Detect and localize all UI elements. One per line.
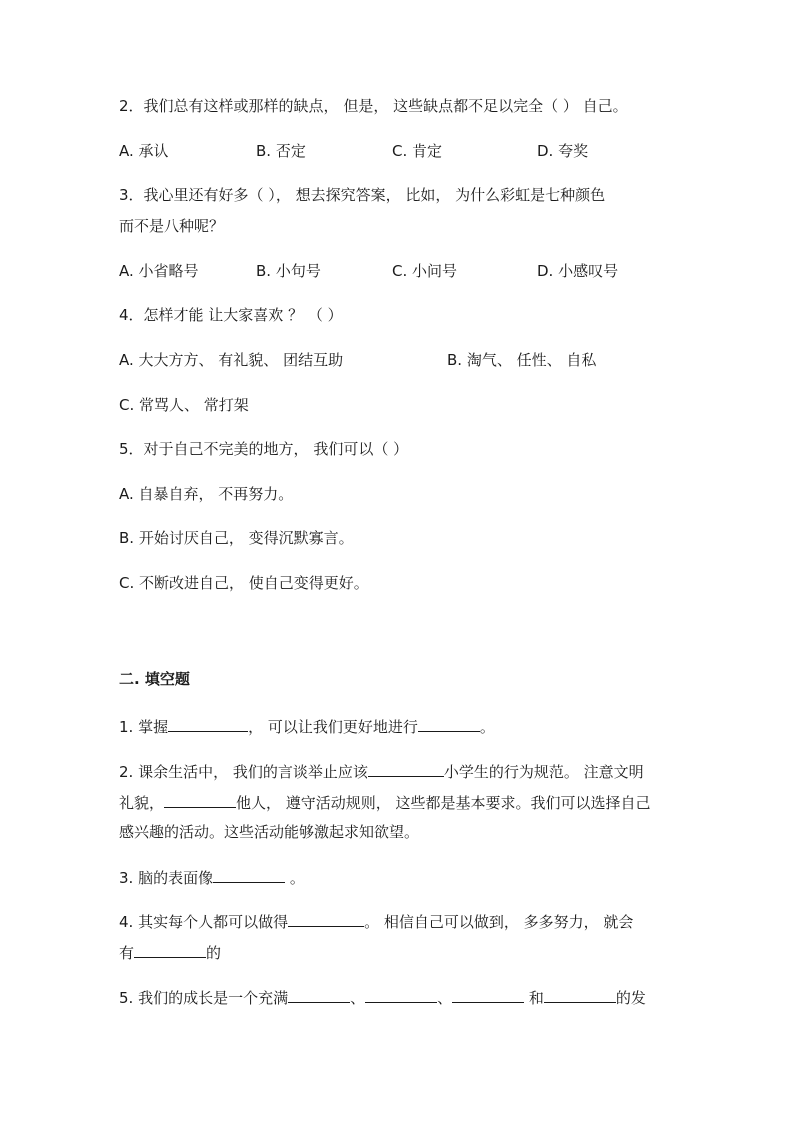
- q5-option-b: B. 开始讨厌自己， 变得沉默寡言。: [119, 529, 354, 547]
- fill-question-4-line1: [119, 910, 633, 932]
- fill-q5-blank-2: [365, 986, 437, 1003]
- q4-option-a: A. 大大方方、 有礼貌、 团结互助: [119, 351, 344, 369]
- fill-question-5: [119, 986, 646, 1008]
- fill-q5-text-2: 和: [524, 989, 544, 1007]
- question-3-stem-line1: 3．我心里还有好多（ ）， 想去探究答案， 比如， 为什么彩虹是七种颜色: [119, 186, 606, 204]
- fill-question-4-line2: [119, 941, 221, 963]
- fill-q5-blank-4: [544, 986, 616, 1003]
- fill-q2-text-4: 他人， 遵守活动规则， 这些都是基本要求。我们可以选择自己: [236, 794, 651, 812]
- fill-q5-text-1: 5. 我们的成长是一个充满: [119, 989, 289, 1007]
- fill-q2-blank-1: [368, 760, 444, 777]
- q5-option-a: A. 自暴自弃， 不再努力。: [119, 485, 294, 503]
- fill-q5-text-3: 的发: [615, 989, 646, 1007]
- q2-option-a: A. 承认: [119, 142, 169, 160]
- q3-option-c: C. 小问号: [392, 262, 458, 280]
- fill-q4-blank-2: [134, 941, 206, 958]
- fill-q2-text-2: 小学生的行为规范。 注意文明: [443, 763, 644, 781]
- fill-q5-sep-1: 、: [350, 989, 366, 1007]
- fill-q4-blank-1: [288, 910, 364, 927]
- q4-option-c: C. 常骂人、 常打架: [119, 396, 249, 414]
- fill-q2-text-3: 礼貌，: [119, 794, 165, 812]
- q5-option-c: C. 不断改进自己， 使自己变得更好。: [119, 574, 369, 592]
- fill-q3-blank: [213, 866, 285, 883]
- q2-option-d: D. 夸奖: [537, 142, 589, 160]
- q3-option-b: B. 小句号: [256, 262, 321, 280]
- fill-q5-blank-1: [288, 986, 350, 1003]
- section-heading-fill-in: 二. 填空题: [119, 670, 190, 688]
- fill-q1-blank-1: [168, 715, 248, 732]
- q3-option-d: D. 小感叹号: [537, 262, 619, 280]
- fill-q3-text-2: 。: [285, 869, 305, 887]
- question-3-stem-line2: 而不是八种呢？: [119, 217, 225, 235]
- q2-option-b: B. 否定: [256, 142, 306, 160]
- fill-q1-blank-2: [418, 715, 480, 732]
- q4-option-b: B. 淘气、 任性、 自私: [447, 351, 597, 369]
- question-2-stem: 2．我们总有这样或那样的缺点， 但是， 这些缺点都不足以完全（ ） 自己。: [119, 97, 628, 115]
- fill-q1-text-3: 。: [479, 718, 495, 736]
- fill-q4-text-2: 。 相信自己可以做到， 多多努力， 就会: [364, 913, 634, 931]
- fill-question-2-line2: [119, 791, 651, 813]
- fill-q1-text-1: 1. 掌握: [119, 718, 169, 736]
- fill-q5-blank-3: [452, 986, 524, 1003]
- fill-q2-blank-2: [164, 791, 236, 808]
- fill-q4-text-4: 的: [206, 944, 222, 962]
- fill-q5-sep-2: 、: [437, 989, 453, 1007]
- fill-question-3: [119, 866, 305, 888]
- fill-q4-text-3: 有: [119, 944, 135, 962]
- fill-q2-text-1: 2. 课余生活中， 我们的言谈举止应该: [119, 763, 368, 781]
- q3-option-a: A. 小省略号: [119, 262, 199, 280]
- fill-question-1: [119, 715, 495, 737]
- fill-question-2-line1: [119, 760, 644, 782]
- fill-q4-text-1: 4. 其实每个人都可以做得: [119, 913, 289, 931]
- question-4-stem: 4．怎样才能 让大家喜欢 ？ （ ）: [119, 306, 343, 324]
- q2-option-c: C. 肯定: [392, 142, 443, 160]
- fill-q3-text-1: 3. 脑的表面像: [119, 869, 214, 887]
- question-5-stem: 5．对于自己不完美的地方， 我们可以（ ）: [119, 440, 409, 458]
- fill-q1-text-2: ， 可以让我们更好地进行: [248, 718, 418, 736]
- fill-question-2-line3: 感兴趣的活动。这些活动能够激起求知欲望。: [119, 823, 420, 841]
